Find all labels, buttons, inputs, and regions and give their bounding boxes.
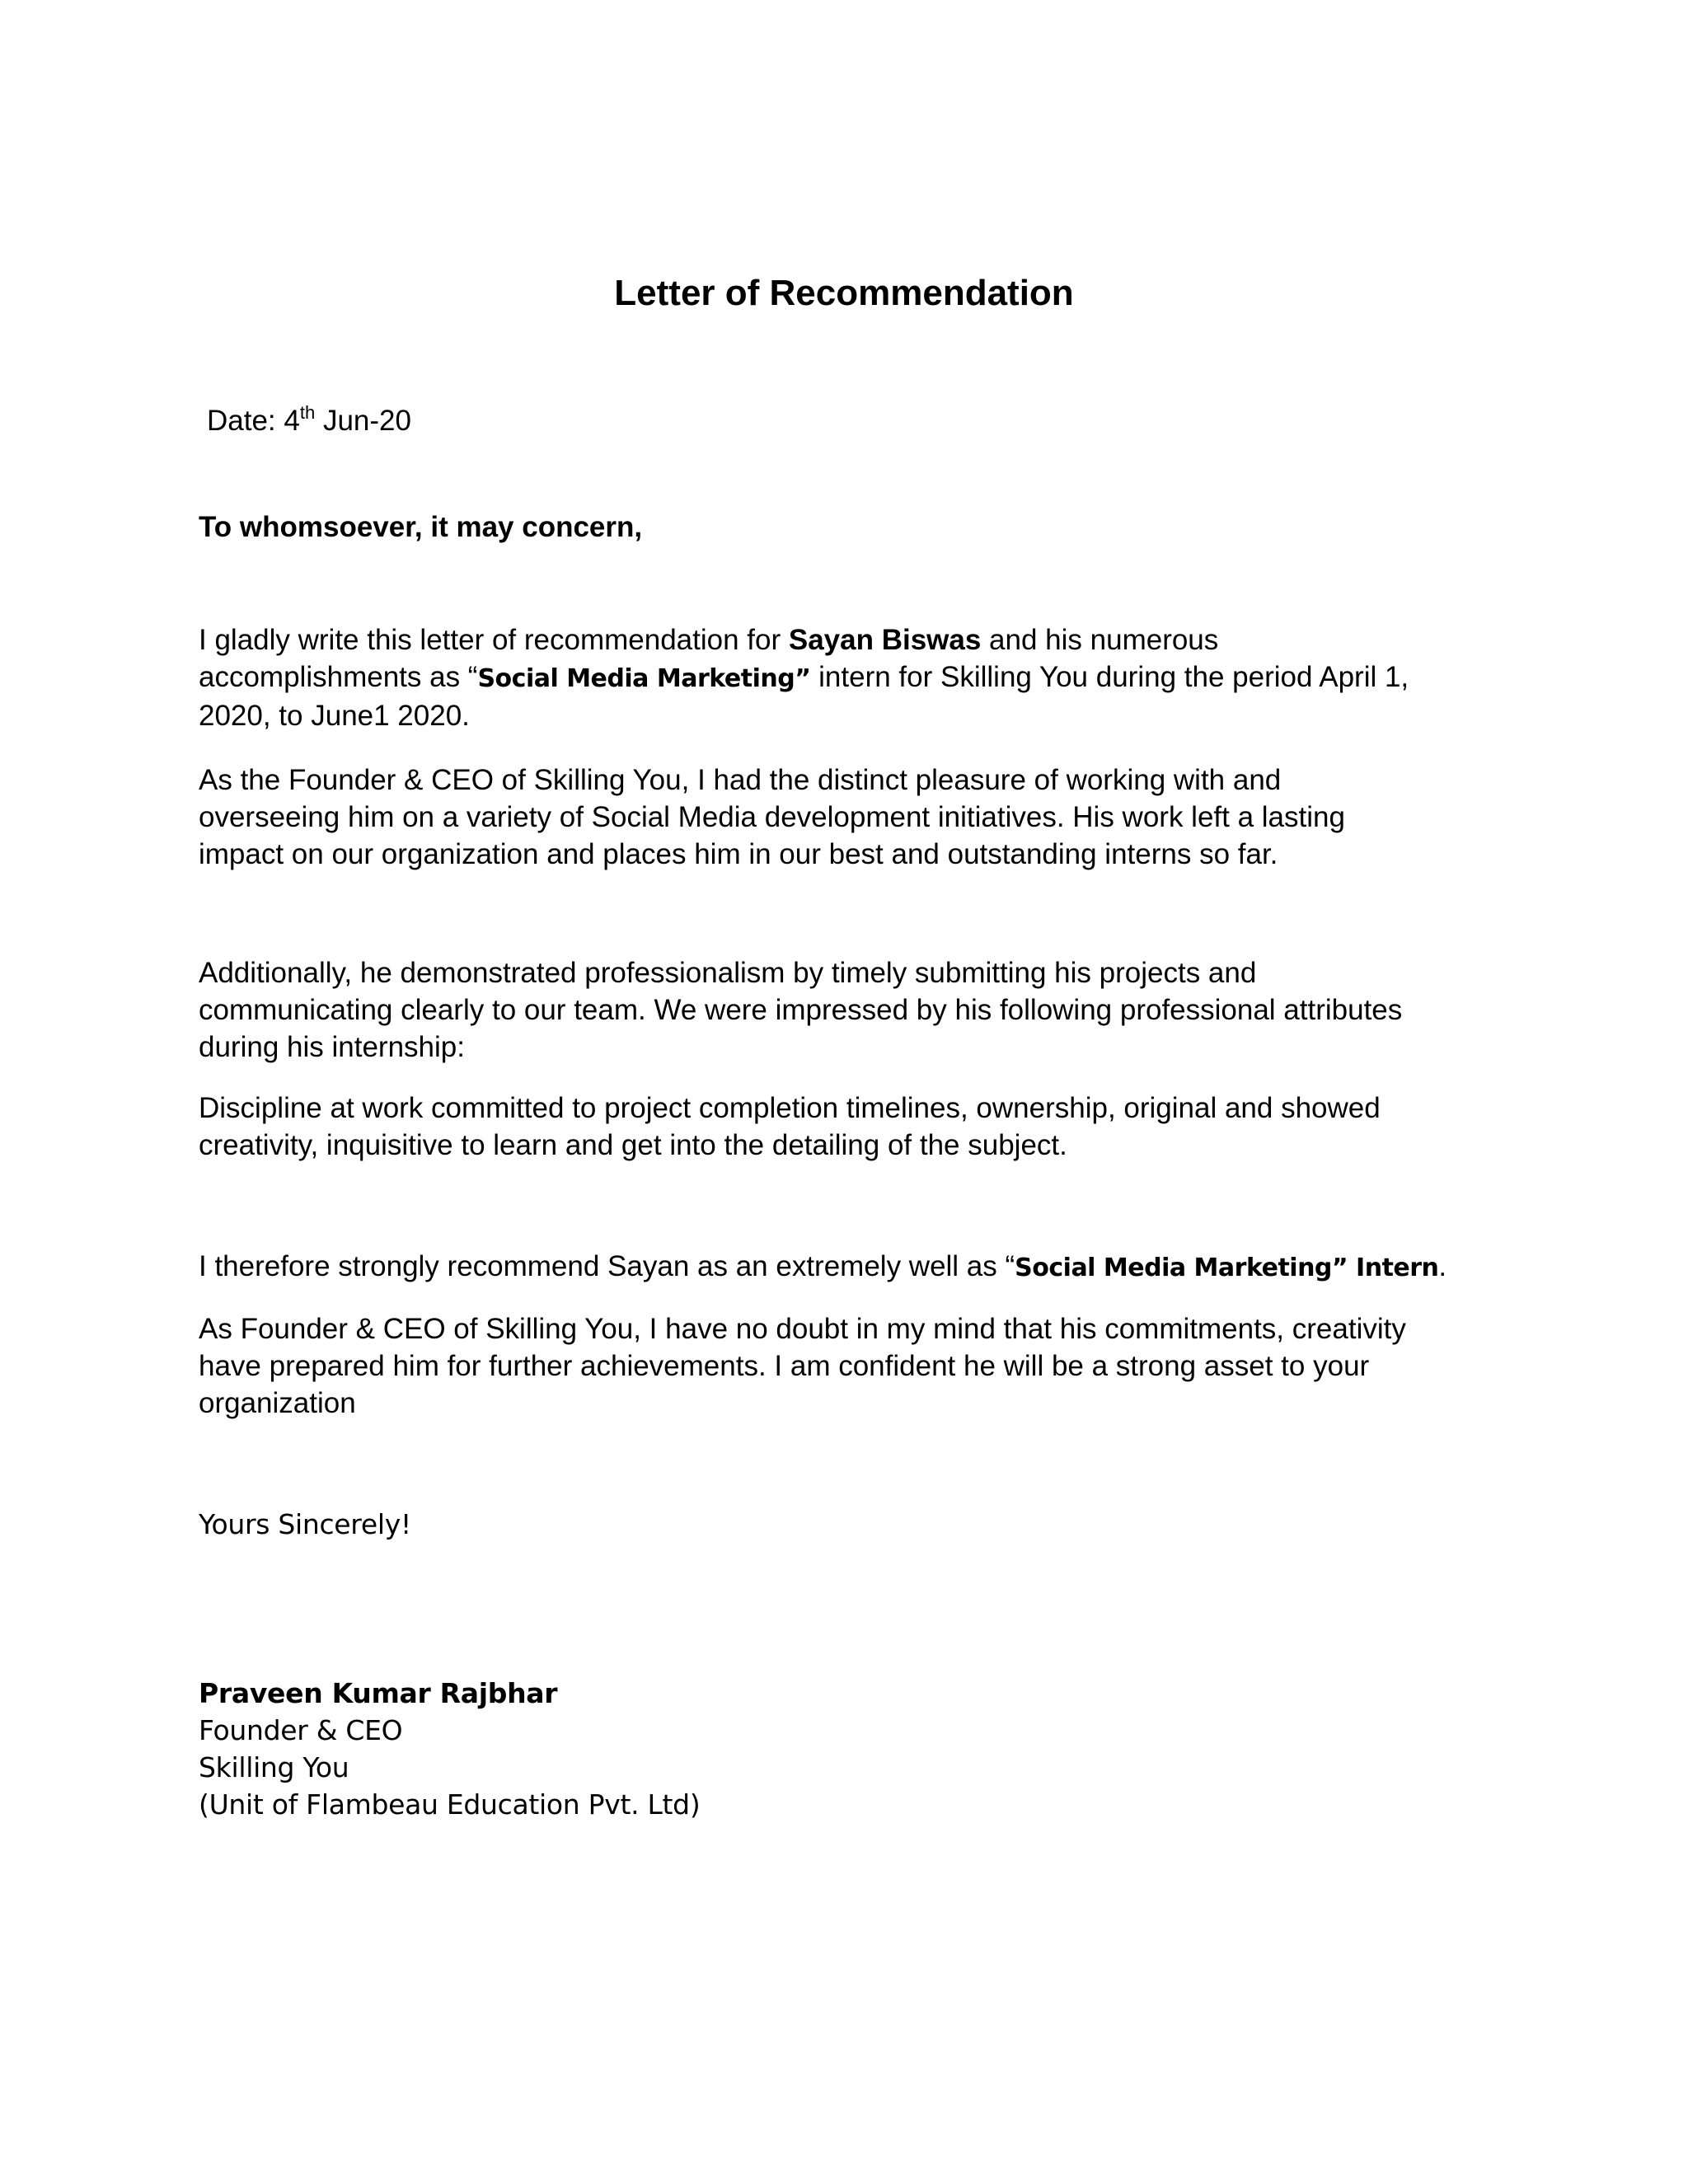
paragraph-line — [199, 621, 1517, 658]
paragraph-line: Additionally, he demonstrated professionalism by timely submitting his projects and — [199, 957, 1257, 989]
letter-date — [207, 403, 411, 439]
signer-company: Skilling You — [199, 1751, 349, 1783]
role-name: Social Media Marketing” Intern — [1015, 1254, 1439, 1282]
paragraph-line: creativity, inquisitive to learn and get into the detailing of the subject. — [199, 1129, 1067, 1161]
signer-unit: (Unit of Flambeau Education Pvt. Ltd) — [199, 1788, 701, 1821]
text-run: and his numerous — [981, 624, 1219, 656]
paragraph-line — [199, 658, 1517, 697]
paragraph-line: impact on our organization and places him in our best and outstanding interns so far. — [199, 838, 1278, 870]
paragraph-founder — [199, 762, 1517, 873]
closing: Yours Sincerely! — [199, 1508, 411, 1540]
paragraph-line: communicating clearly to our team. We were impressed by his following professional attributes — [199, 994, 1403, 1026]
paragraph-recommend — [199, 1248, 1517, 1286]
paragraph-line: As Founder & CEO of Skilling You, I have no doubt in my mind that his commitments, creativity — [199, 1313, 1406, 1345]
signature-block — [199, 1675, 700, 1823]
paragraph-line: As the Founder & CEO of Skilling You, I had the distinct pleasure of working with and — [199, 764, 1282, 796]
paragraph-line: have prepared him for further achievements. I am confident he will be a strong asset to your — [199, 1350, 1370, 1382]
role-name: Social Media Marketing” — [477, 664, 811, 693]
candidate-name: Sayan Biswas — [788, 624, 982, 656]
paragraph-line: overseeing him on a variety of Social Media development initiatives. His work left a lasting — [199, 801, 1345, 833]
date-suffix: Jun-20 — [315, 405, 411, 437]
paragraph-line — [199, 1248, 1517, 1286]
date-superscript: th — [299, 402, 316, 423]
paragraph-line: organization — [199, 1387, 356, 1419]
paragraph-professionalism — [199, 954, 1517, 1066]
paragraph-line: 2020, to June1 2020. — [199, 700, 470, 732]
text-run: I therefore strongly recommend Sayan as an extremely well as “ — [199, 1250, 1015, 1282]
text-run: . — [1438, 1250, 1447, 1282]
date-prefix: Date: 4 — [207, 405, 300, 437]
paragraph-line: during his internship: — [199, 1031, 465, 1063]
paragraph-confidence — [199, 1310, 1517, 1422]
paragraph-intro — [199, 621, 1517, 734]
paragraph-attributes — [199, 1090, 1517, 1164]
letter-title: Letter of Recommendation — [614, 273, 1074, 313]
text-run: I gladly write this letter of recommendation for — [199, 624, 789, 656]
paragraph-line: Discipline at work committed to project completion timelines, ownership, original and showed — [199, 1092, 1381, 1124]
signer-title: Founder & CEO — [199, 1714, 403, 1746]
signer-name: Praveen Kumar Rajbhar — [199, 1677, 558, 1709]
text-run: accomplishments as “ — [199, 661, 478, 693]
text-run: intern for Skilling You during the period April 1, — [810, 661, 1409, 693]
salutation: To whomsoever, it may concern, — [199, 511, 643, 543]
